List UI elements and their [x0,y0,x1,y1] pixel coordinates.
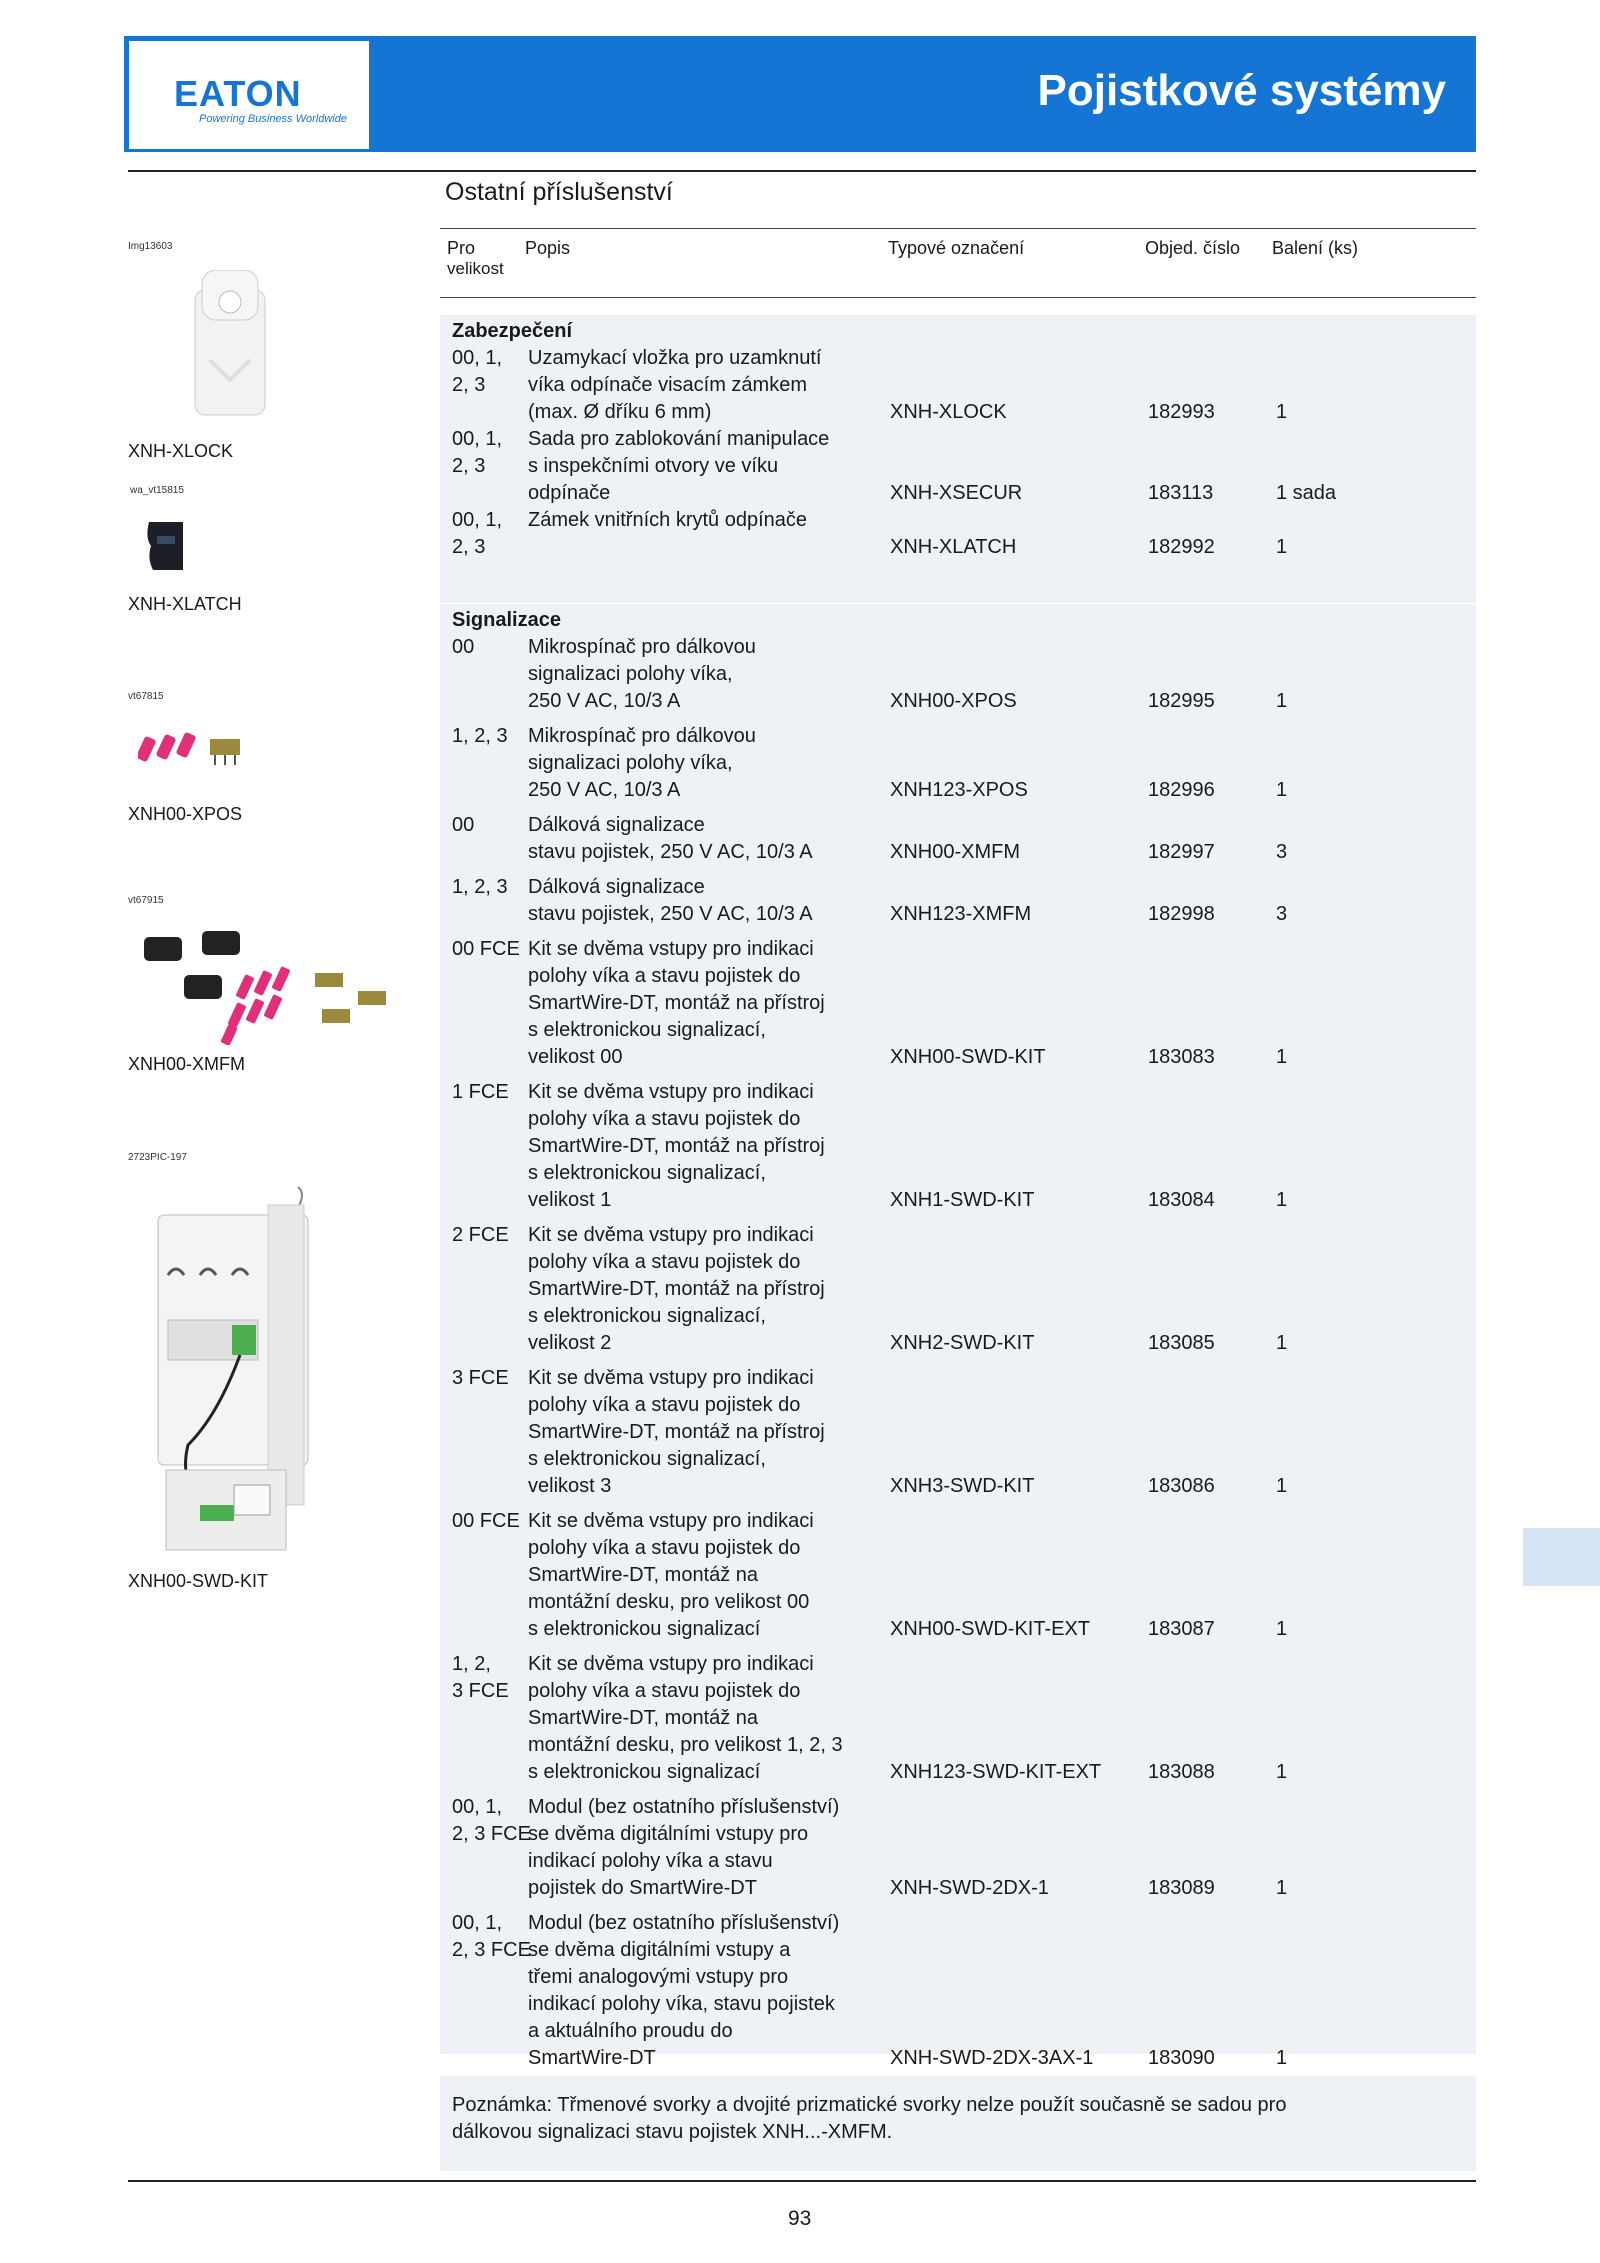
row-size: 2, 3 [452,374,486,396]
row-size: 2, 3 FCE [452,1939,531,1961]
row-size: 00, 1, [452,1796,503,1818]
img-code-2: wa_vt15815 [130,485,184,496]
row-desc: se dvěma digitálními vstupy a [528,1939,791,1961]
row-desc: stavu pojistek, 250 V AC, 10/3 A [528,903,813,925]
row-desc: pojistek do SmartWire-DT [528,1877,757,1899]
row-desc: Kit se dvěma vstupy pro indikaci [528,1224,814,1246]
row-order: 183085 [1148,1332,1215,1354]
sidebar-label-swd-kit: XNH00-SWD-KIT [128,1571,269,1591]
row-pack: 1 [1276,779,1288,801]
note-text: dálkovou signalizaci stavu pojistek XNH...-XMFM. [452,2121,893,2143]
row-size: 00 FCE [452,1510,520,1532]
row-desc: a aktuálního proudu do [528,2020,733,2042]
row-size: 1 FCE [452,1081,509,1103]
col-pack: Balení (ks) [1272,238,1359,258]
row-desc: SmartWire-DT, montáž na přístroj [528,1135,825,1157]
xlock-image [190,270,270,420]
row-pack: 1 sada [1276,482,1337,504]
row-order: 183113 [1148,482,1214,504]
row-type: XNH1-SWD-KIT [890,1189,1035,1211]
xmfm-image [140,925,400,1045]
row-pack: 3 [1276,903,1288,925]
col-type: Typové označení [888,238,1025,258]
img-code-3: vt67815 [128,691,164,702]
top-rule [128,170,1476,172]
row-order: 183084 [1148,1189,1215,1211]
eaton-logo: EATON [174,73,302,114]
group-title: Signalizace [452,609,561,631]
row-type: XNH3-SWD-KIT [890,1475,1035,1497]
row-desc: SmartWire-DT, montáž na [528,1564,759,1586]
row-desc: s elektronickou signalizací [528,1618,761,1640]
row-size: 00 [452,814,475,836]
img-code-1: Img13603 [128,241,173,252]
group-title: Zabezpečení [452,320,573,342]
row-type: XNH00-XPOS [890,690,1017,712]
page-title: Pojistkové systémy [1037,66,1446,115]
row-order: 183087 [1148,1618,1215,1640]
row-pack: 1 [1276,1046,1288,1068]
row-desc: (max. Ø dříku 6 mm) [528,401,712,423]
row-desc: velikost 3 [528,1475,612,1497]
page-number: 93 [788,2207,812,2230]
row-desc: Kit se dvěma vstupy pro indikaci [528,1510,814,1532]
row-size: 00, 1, [452,1912,503,1934]
row-desc: stavu pojistek, 250 V AC, 10/3 A [528,841,813,863]
row-pack: 1 [1276,1189,1288,1211]
row-type: XNH-XSECUR [890,482,1023,504]
xlatch-image [143,518,189,574]
row-pack: 3 [1276,841,1288,863]
row-size: 1, 2, [452,1653,491,1675]
row-pack: 1 [1276,1877,1288,1899]
img-code-5: 2723PIC-197 [128,1152,187,1163]
row-order: 183088 [1148,1761,1215,1783]
row-desc: SmartWire-DT, montáž na přístroj [528,1278,825,1300]
row-desc: 250 V AC, 10/3 A [528,779,681,801]
row-order: 183090 [1148,2047,1215,2069]
row-desc: s inspekčními otvory ve víku [528,455,779,477]
row-desc: 250 V AC, 10/3 A [528,690,681,712]
row-desc: s elektronickou signalizací, [528,1162,766,1184]
col-order: Objed. číslo [1145,238,1241,258]
row-type: XNH123-XMFM [890,903,1032,925]
sidebar-label-xpos: XNH00-XPOS [128,804,243,824]
row-desc: třemi analogovými vstupy pro [528,1966,789,1988]
sidebar-label-xlock: XNH-XLOCK [128,441,234,461]
header-banner [124,36,1476,152]
row-order: 182993 [1148,401,1215,423]
logo-box [129,41,369,149]
row-desc: polohy víka a stavu pojistek do [528,965,801,987]
row-desc: Modul (bez ostatního příslušenství) [528,1912,840,1934]
row-desc: Uzamykací vložka pro uzamknutí [528,347,822,369]
row-order: 182997 [1148,841,1215,863]
row-desc: velikost 2 [528,1332,612,1354]
row-order: 182995 [1148,690,1215,712]
row-desc: SmartWire-DT, montáž na [528,1707,759,1729]
row-order: 182998 [1148,903,1215,925]
row-desc: se dvěma digitálními vstupy pro [528,1823,809,1845]
img-code-4: vt67915 [128,895,164,906]
row-type: XNH-SWD-2DX-3AX-1 [890,2047,1094,2069]
row-pack: 1 [1276,536,1288,558]
row-desc: signalizaci polohy víka, [528,663,733,685]
row-desc: polohy víka a stavu pojistek do [528,1251,801,1273]
row-size: 00, 1, [452,347,503,369]
row-desc: velikost 1 [528,1189,612,1211]
row-desc: víka odpínače visacím zámkem [528,374,807,396]
row-type: XNH00-XMFM [890,841,1021,863]
row-type: XNH00-SWD-KIT [890,1046,1046,1068]
row-pack: 1 [1276,1618,1288,1640]
row-size: 1, 2, 3 [452,876,508,898]
row-type: XNH2-SWD-KIT [890,1332,1035,1354]
chapter-tab-marker [1523,1528,1600,1586]
row-type: XNH00-SWD-KIT-EXT [890,1618,1091,1640]
row-desc: Kit se dvěma vstupy pro indikaci [528,1367,814,1389]
row-desc: indikací polohy víka, stavu pojistek [528,1993,835,2015]
row-desc: polohy víka a stavu pojistek do [528,1394,801,1416]
row-desc: SmartWire-DT [528,2047,656,2069]
row-size: 2, 3 [452,455,486,477]
row-type: XNH-XLOCK [890,401,1007,423]
row-desc: velikost 00 [528,1046,623,1068]
swd-kit-image [148,1185,318,1557]
row-size: 3 FCE [452,1680,509,1702]
row-desc: SmartWire-DT, montáž na přístroj [528,992,825,1014]
row-desc: indikací polohy víka a stavu [528,1850,773,1872]
row-order: 183086 [1148,1475,1215,1497]
row-desc: Sada pro zablokování manipulace [528,428,830,450]
logo-tagline: Powering Business Worldwide [199,113,347,125]
row-desc: polohy víka a stavu pojistek do [528,1680,801,1702]
row-desc: Modul (bez ostatního příslušenství) [528,1796,840,1818]
row-order: 183083 [1148,1046,1215,1068]
row-pack: 1 [1276,1332,1288,1354]
row-desc: polohy víka a stavu pojistek do [528,1108,801,1130]
row-type: XNH123-SWD-KIT-EXT [890,1761,1102,1783]
row-size: 00 [452,636,475,658]
row-order: 182992 [1148,536,1215,558]
row-type: XNH-SWD-2DX-1 [890,1877,1049,1899]
row-desc: s elektronickou signalizací, [528,1019,766,1041]
row-desc: Mikrospínač pro dálkovou [528,636,756,658]
row-pack: 1 [1276,401,1288,423]
row-type: XNH-XLATCH [890,536,1017,558]
sidebar-label-xlatch: XNH-XLATCH [128,594,242,614]
row-desc: Mikrospínač pro dálkovou [528,725,756,747]
row-size: 00, 1, [452,428,503,450]
row-desc: polohy víka a stavu pojistek do [528,1537,801,1559]
row-size: 00, 1, [452,509,503,531]
section-title: Ostatní příslušenství [445,178,673,206]
row-pack: 1 [1276,2047,1288,2069]
row-desc: s elektronickou signalizací, [528,1448,766,1470]
row-size: 1, 2, 3 [452,725,508,747]
col-size: Pro velikost [447,238,504,278]
row-desc: Kit se dvěma vstupy pro indikaci [528,1081,814,1103]
row-desc: Dálková signalizace [528,876,705,898]
row-desc: Zámek vnitřních krytů odpínače [528,509,808,531]
row-desc: s elektronickou signalizací, [528,1305,766,1327]
row-order: 182996 [1148,779,1215,801]
row-desc: s elektronickou signalizací [528,1761,761,1783]
row-size: 2 FCE [452,1224,509,1246]
row-desc: signalizaci polohy víka, [528,752,733,774]
row-pack: 1 [1276,1761,1288,1783]
row-order: 183089 [1148,1877,1215,1899]
row-desc: montážní desku, pro velikost 1, 2, 3 [528,1734,843,1756]
row-desc: Kit se dvěma vstupy pro indikaci [528,938,814,960]
col-desc: Popis [525,238,571,258]
row-desc: Dálková signalizace [528,814,705,836]
row-size: 00 FCE [452,938,520,960]
row-desc: montážní desku, pro velikost 00 [528,1591,810,1613]
xpos-image [138,725,248,769]
bottom-rule [128,2180,1476,2182]
row-size: 3 FCE [452,1367,509,1389]
row-desc: odpínače [528,482,611,504]
row-type: XNH123-XPOS [890,779,1028,801]
row-pack: 1 [1276,1475,1288,1497]
row-desc: SmartWire-DT, montáž na přístroj [528,1421,825,1443]
row-pack: 1 [1276,690,1288,712]
row-size: 2, 3 [452,536,486,558]
header-rule-top [440,228,1476,229]
row-desc: Kit se dvěma vstupy pro indikaci [528,1653,814,1675]
note-text: Poznámka: Třmenové svorky a dvojité prizmatické svorky nelze použít současně se sadou pro [452,2094,1287,2116]
row-size: 2, 3 FCE [452,1823,531,1845]
sidebar-label-xmfm: XNH00-XMFM [128,1054,246,1074]
header-rule-bottom [440,297,1476,298]
